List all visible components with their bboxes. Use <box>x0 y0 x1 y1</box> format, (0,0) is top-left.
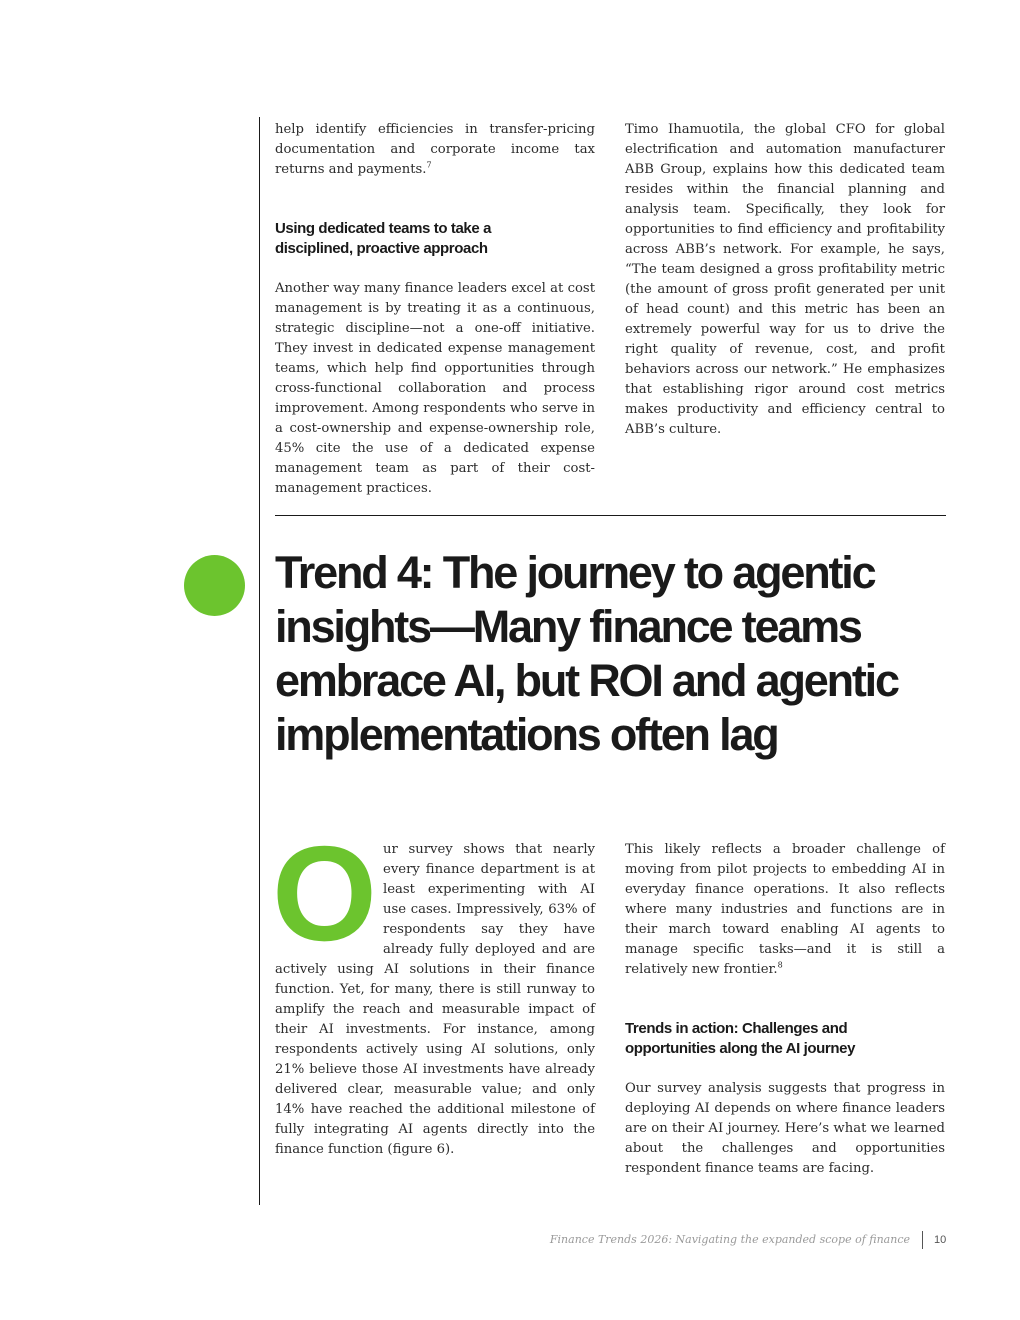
footer-separator <box>922 1231 923 1249</box>
body-paragraph: Our survey analysis suggests that progress in deploying AI depends on where finance leaders are on their AI journey. Here’s what we learned about the challenges and opportunities respondent finance teams are facing. <box>625 1081 945 1176</box>
body-paragraph: Our survey shows that nearly every finance department is at least experimenting with AI use cases. Impressively, 63% of respondents say they have already fully deployed and are actively using AI solutions in their finance function. Yet, for many, there is still runway to amplify the reach and measurable impact of their AI investments. For instance, among respondents actively using AI solutions, only 21% believe those AI investments have already delivered clear, measurable value; and only 14% have reached the additional milestone of fully integrating AI agents directly into the finance function (figure 6). <box>272 818 595 1157</box>
trend-heading: Trend 4: The journey to agentic insights—Many finance teams embrace AI, but ROI and agentic implementations often lag <box>275 547 898 760</box>
footnote-ref: 8 <box>777 960 783 970</box>
left-margin-rule <box>259 117 260 1205</box>
body-paragraph: This likely reflects a broader challenge of moving from pilot projects to embedding AI in everyday finance operations. It also reflects where many industries and functions are in their march toward enabling AI agents to manage specific tasks—and it is still a relatively new frontier.$^8$ <box>625 842 945 977</box>
body-paragraph: Timo Ihamuotila, the global CFO for global electrification and automation manufacturer ABB Group, explains how this dedicated team resides within the financial planning and analysis team. Specifically, they look for opportunities to find efficiency and profitability across ABB’s network. For example, he says, “The team designed a gross profitability metric (the amount of gross profit generated per unit of head count) and this metric has been an extremely powerful way for us to drive the right quality of revenue, cost, and profit behaviors across our network.” He emphasizes that establishing rigor around cost metrics makes productivity and efficiency central to ABB’s culture. <box>625 122 945 437</box>
section-subheading: Using dedicated teams to take a disciplined, proactive approach <box>275 220 492 257</box>
footnote-ref: 7 <box>426 160 432 170</box>
top-left-column <box>275 120 595 499</box>
section-subheading: Trends in action: Challenges and opportunities along the AI journey <box>625 1020 856 1057</box>
footer-title: Finance Trends 2026: Navigating the expanded scope of finance <box>549 1233 910 1246</box>
trend-marker-dot <box>184 555 245 616</box>
top-right-column <box>625 120 945 440</box>
page-number: 10 <box>934 1234 947 1246</box>
drop-cap: O <box>272 818 374 969</box>
bottom-left-column <box>272 818 595 1160</box>
body-paragraph: Another way many finance leaders excel at cost management is by treating it as a continuous, strategic discipline—not a one-off initiative. They invest in dedicated expense management teams, which help find opportunities through cross-functional collaboration and process improvement. Among respondents who serve in a cost-ownership and expense-ownership role, 45% cite the use of a dedicated expense management team as part of their cost-management practices. <box>275 281 595 496</box>
section-divider <box>275 515 946 516</box>
bottom-right-column <box>625 840 945 1179</box>
body-paragraph: help identify efficiencies in transfer-pricing documentation and corporate income tax returns and payments.$^7$ <box>275 122 595 177</box>
